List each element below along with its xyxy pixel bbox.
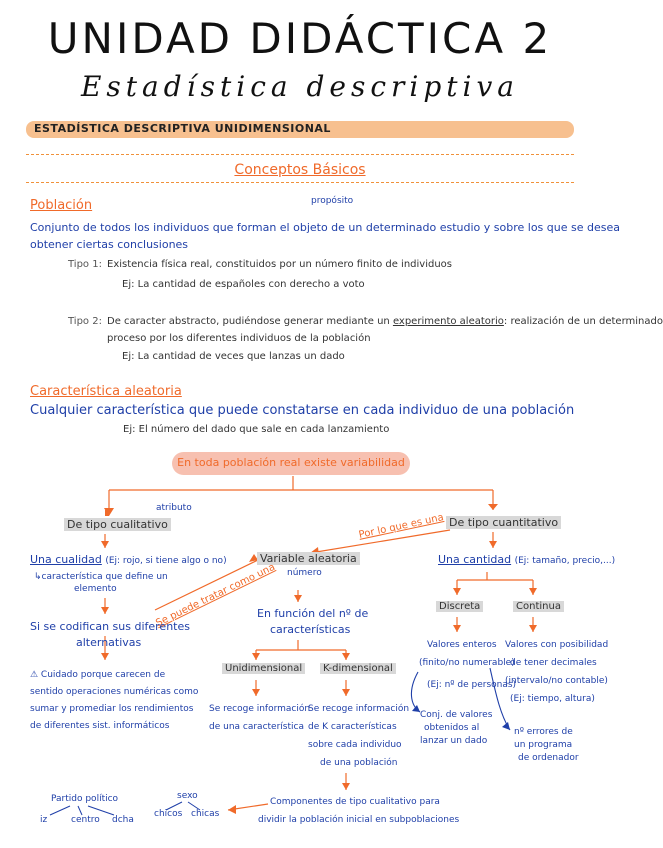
discreta-example: (Ej: nº de personas) — [427, 680, 517, 690]
partido-iz: iz — [40, 815, 48, 825]
cuidado-4: de diferentes sist. informáticos — [30, 721, 170, 731]
codifican-2: alternativas — [76, 636, 142, 649]
variabilidad-text: En toda población real existe variabilidad — [177, 456, 405, 469]
tipo1-example: Ej: La cantidad de españoles con derecho a voto — [122, 279, 365, 290]
conj-2: obtenidos al — [424, 723, 480, 733]
continua-desc-1: Valores con posibilidad — [505, 640, 609, 650]
cantidad-node: Una cantidad (Ej: tamaño, precio,...) — [438, 553, 616, 566]
en-funcion-2: características — [270, 623, 351, 636]
kdim-desc-3: sobre cada individuo — [308, 740, 402, 750]
tipo1-label: Tipo 1: — [68, 259, 102, 270]
section-label: ESTADÍSTICA DESCRIPTIVA UNIDIMENSIONAL — [34, 122, 331, 135]
page-title: UNIDAD DIDÁCTICA 2 — [47, 14, 553, 63]
continua-desc-2: de tener decimales — [510, 658, 597, 668]
poblacion-term: Población — [30, 198, 93, 213]
sexo-label: sexo — [177, 791, 198, 801]
sexo-chicos: chicos — [154, 809, 183, 819]
continua-desc-3: (intervalo/no contable) — [505, 676, 608, 686]
poblacion-definition: Conjunto de todos los individuos que forman el objeto de un determinado estudio y sobre los que se desea — [30, 221, 620, 234]
codifican-1: Si se codifican sus diferentes — [30, 620, 190, 633]
cualidad-node: Una cualidad (Ej: rojo, si tiene algo o no) — [30, 553, 227, 566]
numero-note: número — [287, 568, 322, 578]
por-lo-que-label: Por lo que es una — [357, 512, 445, 541]
componentes-1: Componentes de tipo cualitativo para — [270, 797, 440, 807]
tipo2-text-2: proceso por los diferentes individuos de la población — [107, 333, 371, 344]
concepts-heading: Conceptos Básicos — [234, 162, 366, 178]
tipo2-example: Ej: La cantidad de veces que lanzas un dado — [122, 351, 345, 362]
cualidad-def-1: ↳característica que define un — [34, 572, 168, 582]
poblacion-definition-2: obtener ciertas conclusiones — [30, 238, 189, 251]
page-subtitle: Estadística descriptiva — [80, 70, 519, 103]
cuidado-1: ⚠ Cuidado porque carecen de — [30, 670, 166, 680]
continua-node: Continua — [513, 601, 564, 612]
conj-1: Conj. de valores — [420, 710, 493, 720]
atributo-note: atributo — [156, 503, 192, 513]
continua-example: (Ej: tiempo, altura) — [510, 694, 595, 704]
partido-dcha: dcha — [112, 815, 134, 825]
se-puede-label: Se puede tratar como una — [154, 561, 277, 630]
caracteristica-example: Ej: El número del dado que sale en cada lanzamiento — [123, 424, 390, 435]
uni-desc-1: Se recoge información — [209, 704, 311, 714]
cualitativo-node: De tipo cualitativo — [64, 518, 171, 531]
discreta-node: Discreta — [436, 601, 483, 612]
kdim-desc-1: Se recoge información — [308, 704, 410, 714]
sexo-chicas: chicas — [191, 809, 220, 819]
experimento-aleatorio: experimento aleatorio — [392, 316, 504, 327]
uni-desc-2: de una característica — [209, 722, 304, 732]
unidimensional-node: Unidimensional — [222, 663, 305, 674]
cuidado-2: sentido operaciones numéricas como — [30, 687, 199, 697]
proposito-note: propósito — [311, 196, 354, 206]
errores-2: un programa — [514, 740, 573, 750]
variable-aleatoria-node: Variable aleatoria — [257, 552, 360, 565]
kdim-desc-4: de una población — [320, 758, 398, 768]
valores-enteros: Valores enteros — [427, 640, 497, 650]
partido-centro: centro — [71, 815, 100, 825]
cuantitativo-node: De tipo cuantitativo — [446, 516, 561, 529]
tipo2-text-b: : realización de un determinado — [503, 316, 663, 327]
kdimensional-node: K-dimensional — [320, 663, 396, 674]
tipo2-text-a: De caracter abstracto, pudiéndose generar mediante un — [107, 316, 390, 327]
partido-politico: Partido político — [51, 794, 119, 804]
componentes-2: dividir la población inicial en subpoblaciones — [258, 815, 460, 825]
errores-1: nº errores de — [514, 727, 573, 737]
cualidad-def-2: elemento — [74, 584, 117, 594]
cuidado-3: sumar y promediar los rendimientos — [30, 704, 194, 714]
caracteristica-term: Característica aleatoria — [30, 384, 182, 399]
finito-note: (finito/no numerable) — [419, 658, 515, 668]
tipo2-label: Tipo 2: — [68, 316, 102, 327]
kdim-desc-2: de K características — [308, 722, 397, 732]
caracteristica-definition: Cualquier característica que puede constatarse en cada individuo de una población — [30, 403, 575, 418]
tipo1-text: Existencia física real, constituidos por un número finito de individuos — [107, 259, 453, 270]
errores-3: de ordenador — [518, 753, 579, 763]
conj-3: lanzar un dado — [420, 736, 488, 746]
en-funcion-1: En función del nº de — [257, 607, 369, 620]
